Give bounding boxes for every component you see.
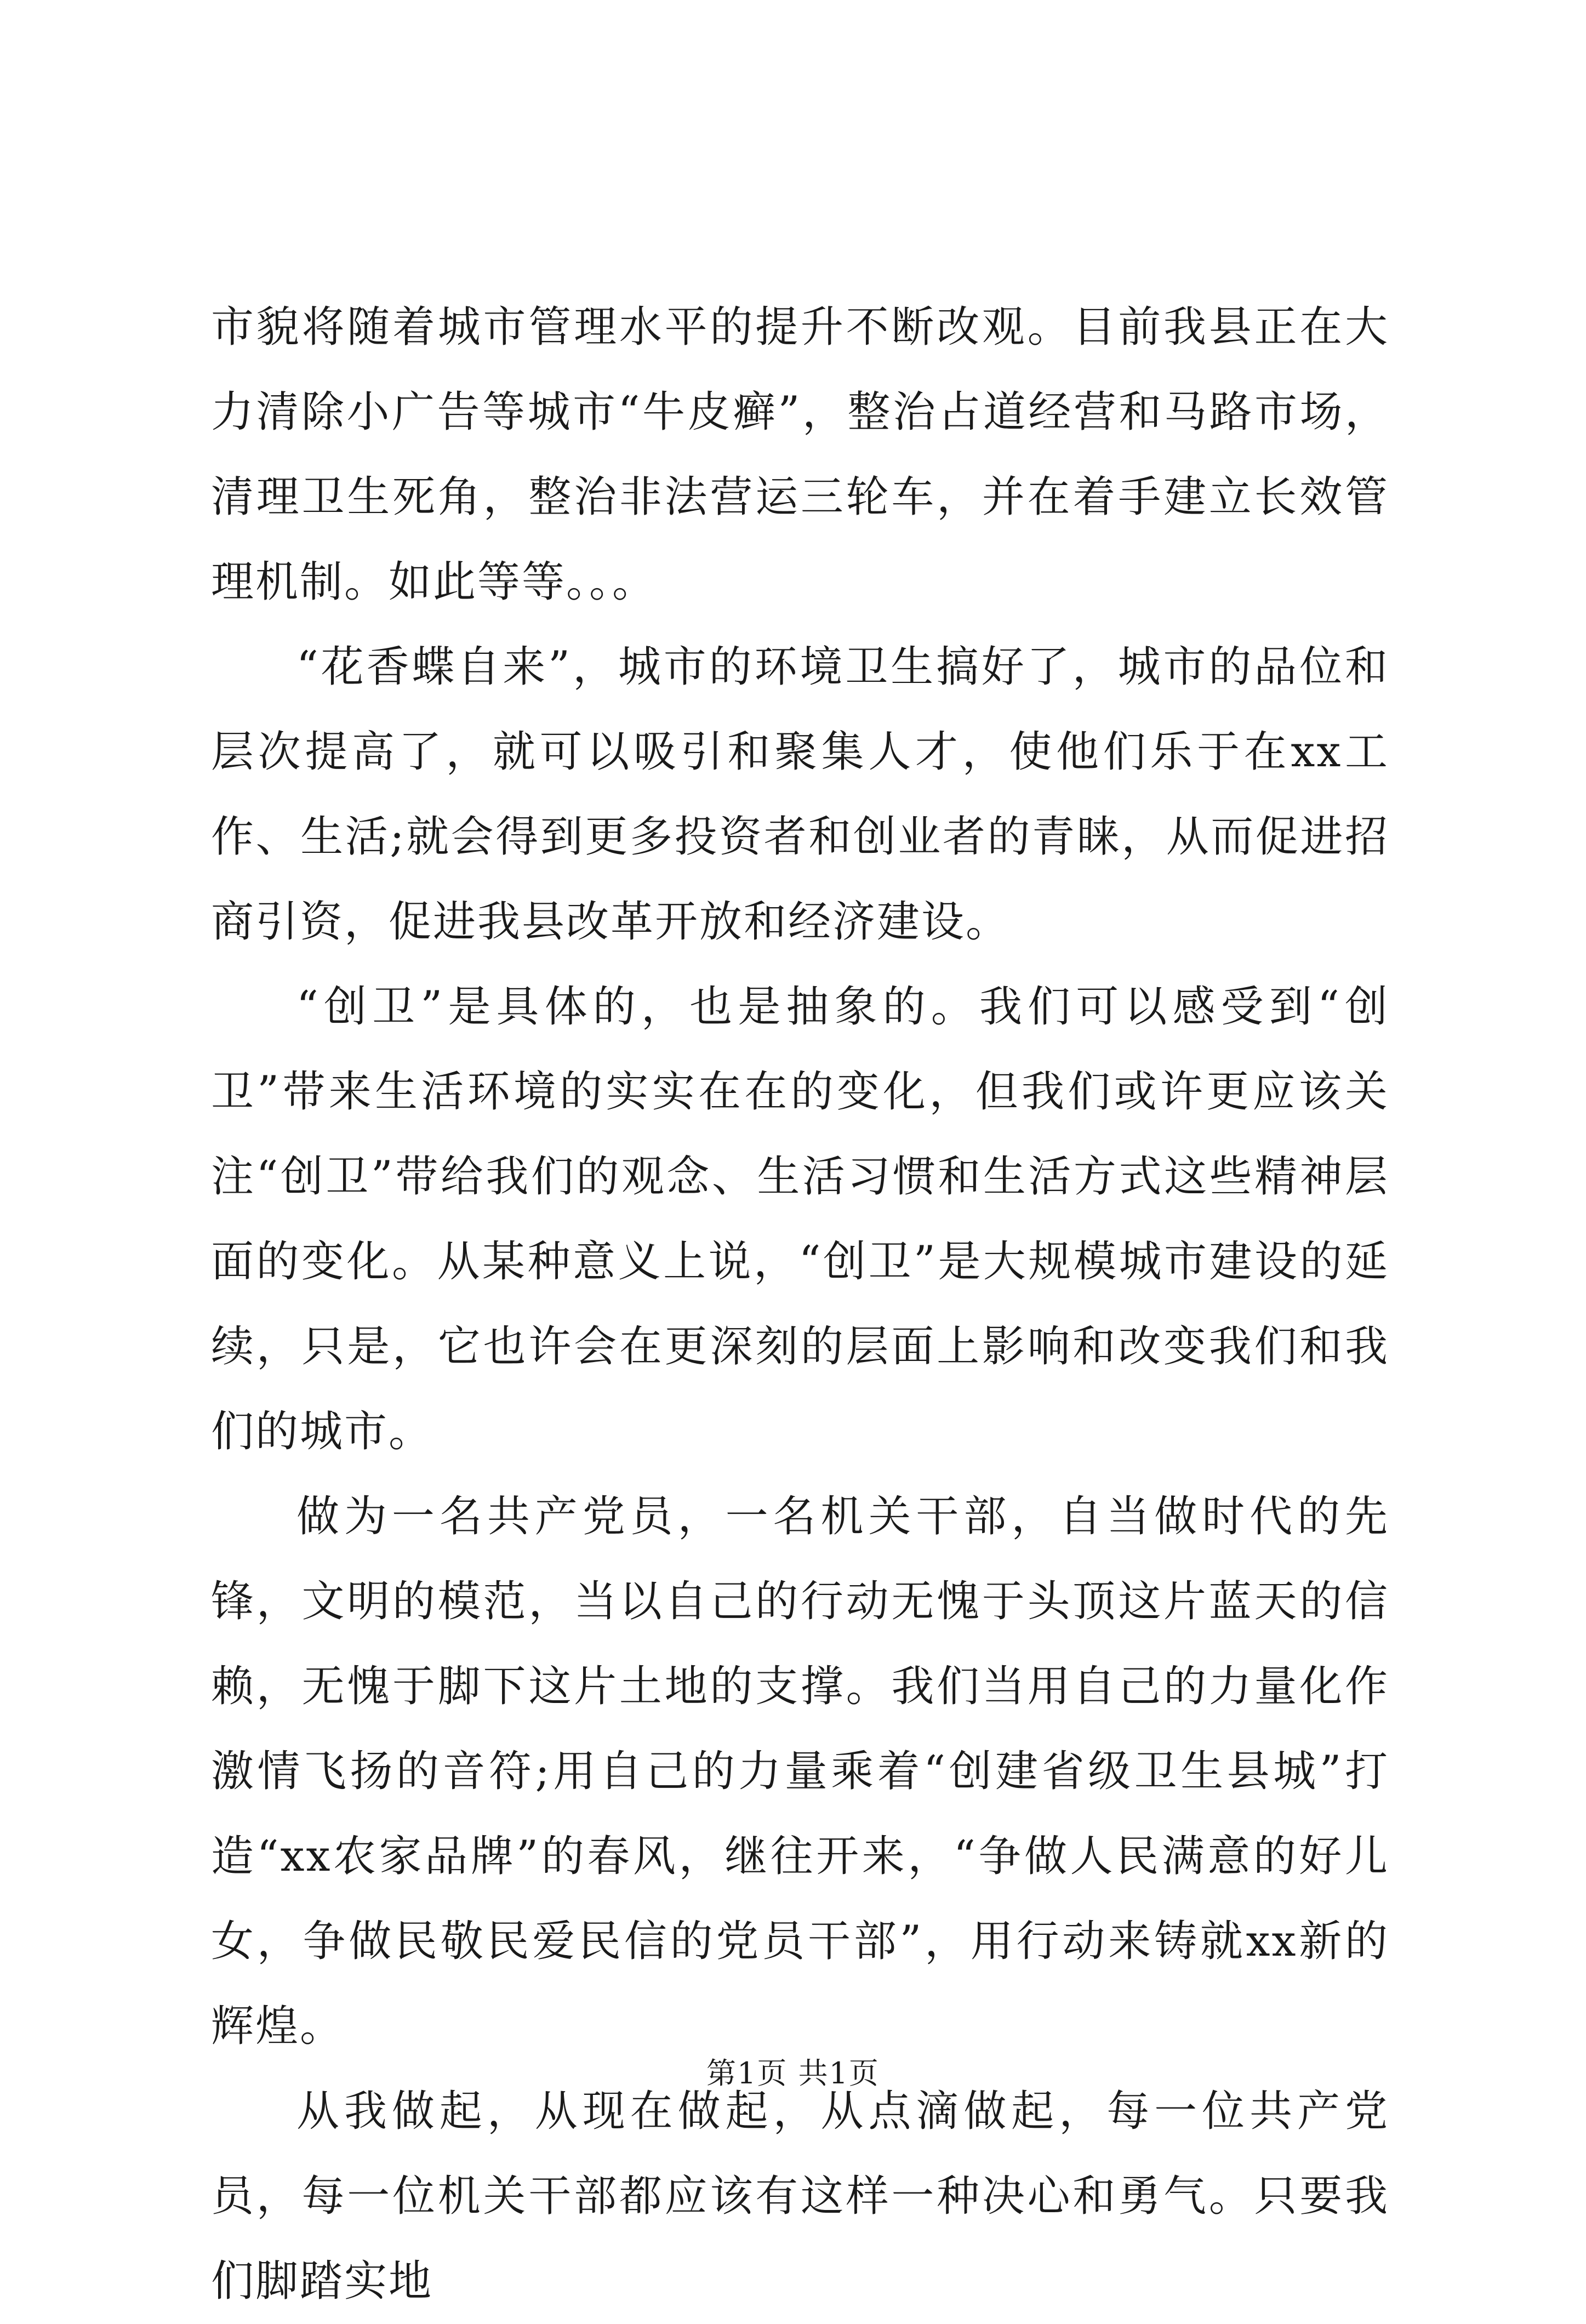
- document-body: [211, 285, 1389, 2324]
- paragraph-3: “创卫”是具体的，也是抽象的。我们可以感受到“创卫”带来生活环境的实实在在的变化，但我们或许更应该关注“创卫”带给我们的观念、生活习惯和生活方式这些精神层面的变化。从某种意义上说，“创卫”是大规模城市建设的延续，只是，它也许会在更深刻的层面上影响和改变我们和我们的城市。: [211, 982, 1389, 1456]
- paragraph-4: 做为一名共产党员，一名机关干部，自当做时代的先锋，文明的模范，当以自己的行动无愧于头顶这片蓝天的信赖，无愧于脚下这片土地的支撑。我们当用自己的力量化作激情飞扬的音符;用自己的力量乘着“创建省级卫生县城”打造“xx农家品牌”的春风，继往开来，“争做人民满意的好儿女，争做民敬民爱民信的党员干部”，用行动来铸就xx新的辉煌。: [211, 1492, 1389, 2051]
- paragraph-5: 从我做起，从现在做起，从点滴做起，每一位共产党员，每一位机关干部都应该有这样一种决心和勇气。只要我们脚踏实地: [211, 2087, 1389, 2306]
- page-footer: 第1页 共1页: [706, 2056, 880, 2091]
- paragraph-2: “花香蝶自来”，城市的环境卫生搞好了，城市的品位和层次提高了，就可以吸引和聚集人才，使他们乐于在xx工作、生活;就会得到更多投资者和创业者的青睐，从而促进招商引资，促进我县改革开放和经济建设。: [211, 642, 1389, 947]
- paragraph-1: 市貌将随着城市管理水平的提升不断改观。目前我县正在大力清除小广告等城市“牛皮癣”，整治占道经营和马路市场，清理卫生死角，整治非法营运三轮车，并在着手建立长效管理机制。如此等等。。。: [211, 303, 1389, 607]
